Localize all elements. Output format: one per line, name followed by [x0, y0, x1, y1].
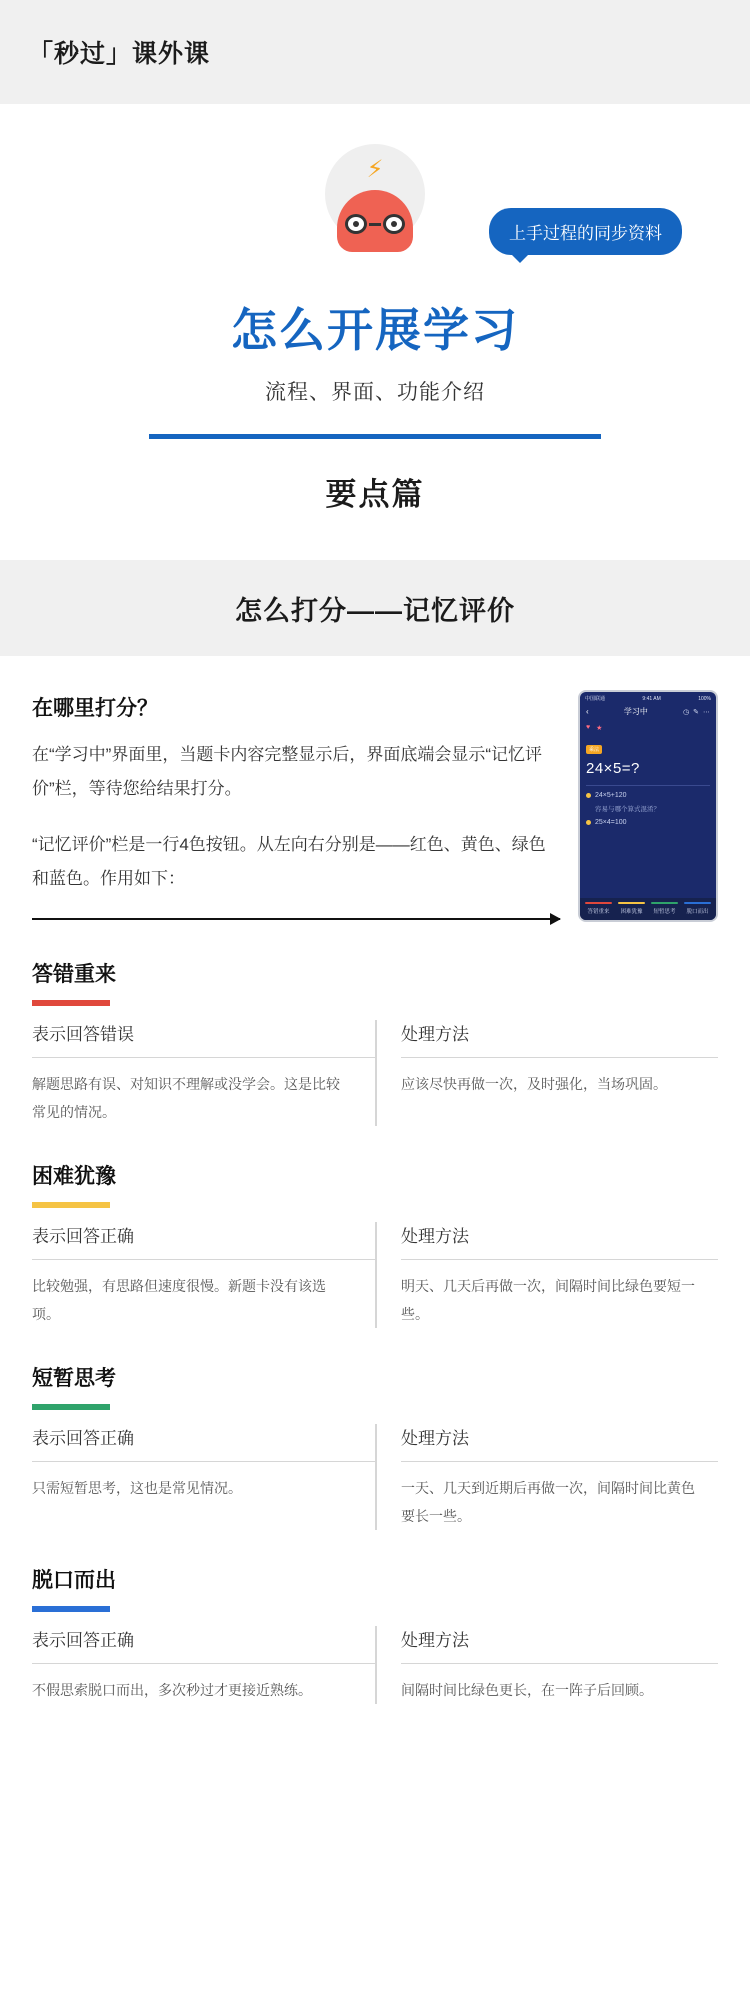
rating-block-action-body: 明天、几天后再做一次，间隔时间比绿色要短一些。	[401, 1278, 695, 1322]
phone-question-card	[586, 738, 710, 777]
section-header	[0, 560, 750, 656]
phone-rating-bar	[580, 898, 716, 920]
rating-block-meaning-body: 解题思路有误、对知识不理解或没学会。这是比较常见的情况。	[32, 1076, 340, 1120]
phone-rating-button-good[interactable]	[648, 902, 681, 915]
mascot-lens-left-icon	[345, 214, 367, 234]
mascot-glasses-bridge	[369, 223, 381, 226]
rating-block-hard	[32, 1160, 718, 1328]
rating-block-action-column	[375, 1222, 718, 1328]
section-header-title: 怎么打分——记忆评价	[235, 595, 515, 626]
rating-label: 脱口而出	[686, 909, 709, 915]
hero-section-label: 要点篇	[325, 477, 425, 512]
rating-block-action-head: 处理方法	[401, 1020, 718, 1058]
phone-nav-title: 学习中	[623, 707, 648, 716]
rating-block-action-body: 间隔时间比绿色更长，在一阵子后回顾。	[401, 1682, 653, 1698]
rating-label: 困难犹豫	[620, 909, 643, 915]
rating-block-action-body: 应该尽快再做一次，及时强化，当场巩固。	[401, 1076, 667, 1092]
rating-block-grid	[32, 1020, 718, 1126]
rating-block-meaning-column	[32, 1424, 375, 1530]
rating-color-bar-green	[32, 1404, 110, 1410]
phone-carrier: 中国联通	[585, 696, 606, 702]
intro-section	[0, 656, 750, 924]
rating-block-title: 脱口而出	[32, 1569, 116, 1592]
rating-color-bar-red	[32, 1000, 110, 1006]
rating-block-action-body: 一天、几天到近期后再做一次，间隔时间比黄色要长一些。	[401, 1480, 695, 1524]
phone-nav-icons	[683, 708, 710, 716]
hero-title: 怎么开展学习	[231, 304, 519, 356]
rating-color-bar-yellow	[32, 1202, 110, 1208]
arrow-annotation	[32, 914, 560, 924]
rating-block-again	[32, 958, 718, 1126]
rating-block-title: 困难犹豫	[32, 1165, 116, 1188]
arrow-head-icon	[550, 913, 561, 925]
rating-block-meaning-column	[32, 1222, 375, 1328]
clock-icon[interactable]: ◷	[683, 708, 690, 716]
rating-block-good	[32, 1362, 718, 1530]
rating-block-meaning-body: 比较勉强，有思路但速度很慢。新题卡没有该选项。	[32, 1278, 326, 1322]
edit-icon[interactable]: ✎	[693, 708, 699, 716]
phone-screenshot	[578, 690, 718, 922]
rating-block-meaning-body: 只需短暂思考，这也是常见情况。	[32, 1480, 242, 1496]
rating-block-action-head: 处理方法	[401, 1626, 718, 1664]
phone-time: 9:41 AM	[642, 695, 661, 702]
intro-paragraph-2: “记忆评价”栏是一行4色按钮。从左向右分别是——红色、黄色、绿色和蓝色。作用如下：	[32, 835, 546, 888]
mascot-glasses-icon	[345, 214, 405, 234]
rating-color-bar-green	[651, 902, 678, 904]
mascot-avatar	[325, 144, 425, 244]
rating-block-action-column	[375, 1626, 718, 1704]
phone-answer-text: 24×5+120	[595, 792, 627, 799]
top-bar	[0, 0, 750, 104]
phone-question-text: 24×5=?	[586, 760, 640, 777]
hero-badge: 上手过程的同步资料	[489, 208, 682, 255]
rating-block-title: 答错重来	[32, 963, 116, 986]
rating-block-easy	[32, 1564, 718, 1704]
bullet-icon	[586, 820, 591, 825]
heart-icon[interactable]: ♥	[586, 724, 591, 731]
chevron-left-icon[interactable]: ‹	[586, 707, 589, 716]
star-icon[interactable]: ★	[596, 725, 603, 732]
phone-question-tag: 乘法	[586, 745, 602, 754]
phone-answer-text: 25×4=100	[595, 819, 627, 826]
rating-block-meaning-head: 表示回答正确	[32, 1424, 375, 1462]
rating-block-action-head: 处理方法	[401, 1222, 718, 1260]
rating-block-grid	[32, 1626, 718, 1704]
rating-block-grid	[32, 1222, 718, 1328]
phone-rating-button-easy[interactable]	[681, 902, 714, 915]
phone-answer-item	[580, 792, 716, 799]
rating-color-bar-blue	[684, 902, 711, 904]
intro-paragraph-1: 在“学习中”界面里，当题卡内容完整显示后，界面底端会显示“记忆评价”栏，等待您给结果打分。	[32, 745, 542, 798]
intro-row	[32, 690, 718, 924]
rating-block-title: 短暂思考	[32, 1367, 116, 1390]
rating-block-meaning-head: 表示回答正确	[32, 1222, 375, 1260]
rating-blocks	[0, 958, 750, 1744]
page-title: 「秒过」课外课	[28, 40, 211, 68]
phone-action-icons	[580, 722, 716, 736]
rating-block-grid	[32, 1424, 718, 1530]
rating-block-action-column	[375, 1424, 718, 1530]
rating-block-meaning-body: 不假思索脱口而出，多次秒过才更接近熟练。	[32, 1682, 312, 1698]
rating-block-meaning-head: 表示回答正确	[32, 1626, 375, 1664]
phone-battery: 100%	[698, 695, 711, 702]
phone-answer-subtext: 容易与哪个算式混淆？	[595, 806, 660, 813]
rating-label: 短暂思考	[653, 909, 676, 915]
phone-nav-bar	[580, 703, 716, 722]
hero-section	[0, 104, 750, 560]
hero-divider	[149, 434, 601, 439]
phone-status-bar	[580, 692, 716, 703]
rating-color-bar-red	[585, 902, 612, 904]
intro-question-title: 在哪里打分？	[32, 697, 158, 720]
rating-block-meaning-column	[32, 1020, 375, 1126]
phone-rating-button-hard[interactable]	[615, 902, 648, 915]
arrow-line	[32, 918, 560, 920]
intro-text-column	[32, 690, 560, 924]
rating-block-action-head: 处理方法	[401, 1424, 718, 1462]
phone-rating-button-again[interactable]	[582, 902, 615, 915]
rating-color-bar-blue	[32, 1606, 110, 1612]
more-icon[interactable]: ⋯	[703, 708, 710, 716]
rating-block-meaning-head: 表示回答错误	[32, 1020, 375, 1058]
rating-block-meaning-column	[32, 1626, 375, 1704]
rating-color-bar-yellow	[618, 902, 645, 904]
rating-block-action-column	[375, 1020, 718, 1126]
lightning-bolt-icon: ⚡	[366, 156, 384, 183]
bullet-icon	[586, 793, 591, 798]
phone-answer-item	[580, 819, 716, 826]
hero-subtitle: 流程、界面、功能介绍	[265, 381, 485, 404]
rating-label: 答错重来	[587, 909, 610, 915]
phone-divider	[586, 785, 710, 786]
mascot-lens-right-icon	[383, 214, 405, 234]
